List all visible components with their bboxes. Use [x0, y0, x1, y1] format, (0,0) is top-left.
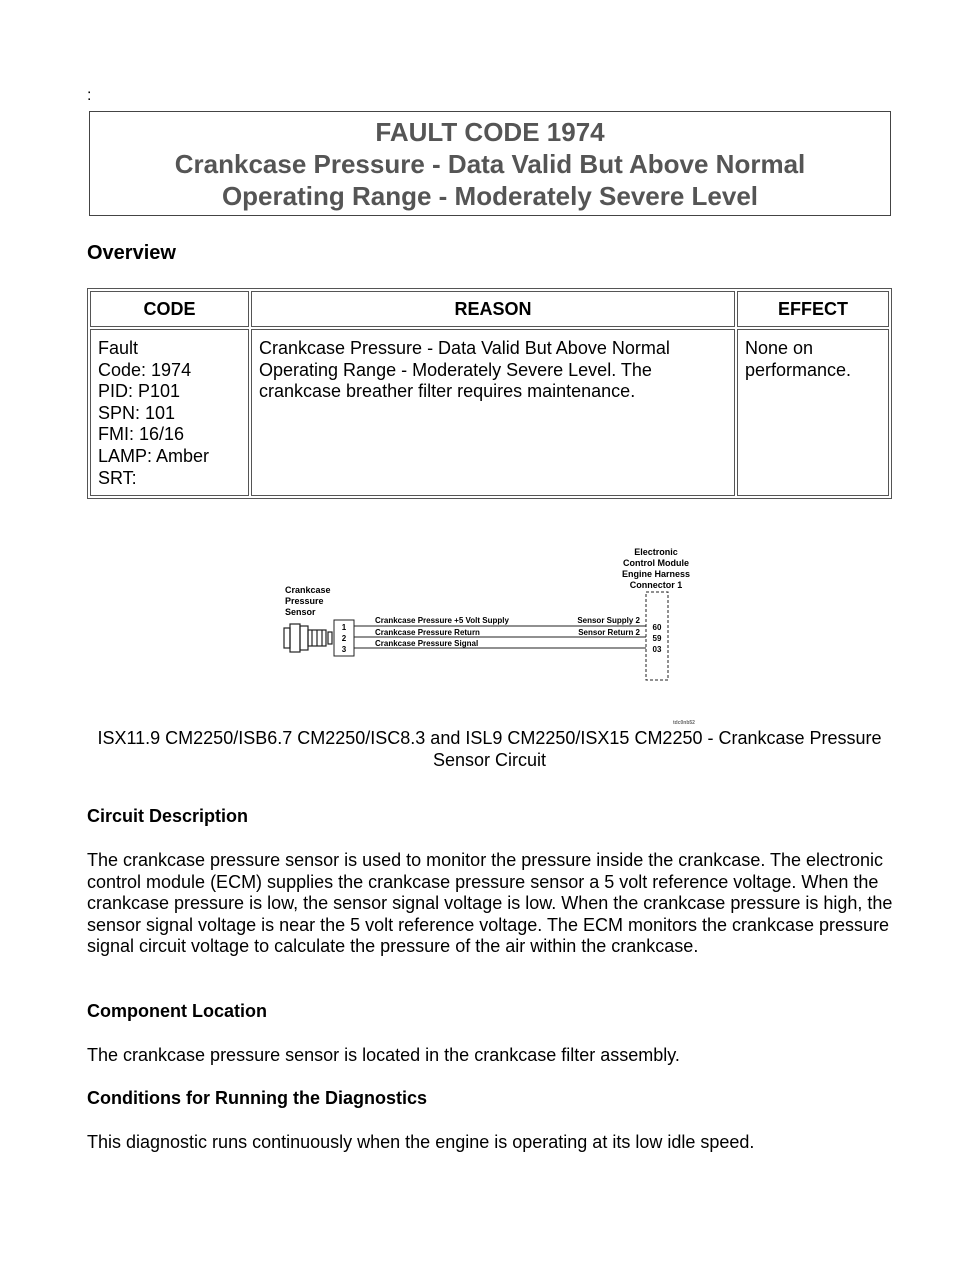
overview-table — [87, 288, 892, 499]
ecm-label-1: Electronic — [634, 547, 678, 557]
sensor-label-2: Pressure — [285, 596, 324, 606]
header-reason: REASON — [251, 291, 735, 327]
header-code: CODE — [90, 291, 249, 327]
conditions-text: This diagnostic runs continuously when the engine is operating at its low idle speed. — [87, 1132, 755, 1152]
page-marker: : — [87, 87, 92, 104]
pin-3-label: 3 — [341, 645, 347, 654]
figure-id: tdc0nb52 — [673, 720, 695, 726]
ecm-label-4: Connector 1 — [629, 580, 683, 590]
fault-code-title: FAULT CODE 1974 — [375, 117, 605, 147]
ecm-wire-1-name: Sensor Supply 2 — [577, 616, 640, 625]
table-row — [90, 329, 889, 496]
table-header-row — [90, 291, 889, 327]
sensor-label-1: Crankcase — [285, 585, 331, 595]
overview-heading: Overview — [87, 242, 176, 264]
header-effect: EFFECT — [737, 291, 889, 327]
ecm-wire-2-name: Sensor Return 2 — [578, 628, 640, 637]
effect-cell: None on performance. — [737, 329, 889, 496]
fault-description-line1: Crankcase Pressure - Data Valid But Above Normal — [174, 149, 806, 179]
fault-title-box — [89, 111, 891, 216]
circuit-description-text: The crankcase pressure sensor is used to monitor the pressure inside the crankcase. The electronic control module (ECM) supplies the crankcase pressure sensor a 5 volt reference voltage. When the crankcase pressure is low, the sensor signal voltage is low. When the crankcase pressure is high, the sensor signal voltage is near the 5 volt reference voltage. The ECM monitors the crankcase pressure signal circuit voltage to calculate the pressure of the air within the crankcase. — [87, 850, 893, 957]
figure-caption: ISX11.9 CM2250/ISB6.7 CM2250/ISC8.3 and ISL9 CM2250/ISX15 CM2250 - Crankcase Pressure Sensor Circuit — [97, 728, 882, 770]
code-cell: Fault Code: 1974 PID: P101 SPN: 101 FMI: 16/16 LAMP: Amber SRT: — [90, 329, 249, 496]
ecm-label-3: Engine Harness — [621, 569, 691, 579]
reason-cell: Crankcase Pressure - Data Valid But Above Normal Operating Range - Moderately Severe Level. The crankcase breather filter requires maintenance. — [251, 329, 735, 496]
circuit-diagram — [270, 540, 710, 730]
ecm-pin-60: 60 — [652, 623, 662, 632]
ecm-pin-03: 03 — [652, 645, 662, 654]
pin-1-label: 1 — [341, 623, 347, 632]
fault-description-line2: Operating Range - Moderately Severe Level — [221, 181, 759, 211]
conditions-heading: Conditions for Running the Diagnostics — [87, 1088, 427, 1108]
component-location-text: The crankcase pressure sensor is located in the crankcase filter assembly. — [87, 1045, 680, 1065]
circuit-description-heading: Circuit Description — [87, 806, 249, 826]
ecm-pin-59: 59 — [652, 634, 662, 643]
pressure-sensor-icon — [284, 624, 332, 652]
pin-2-label: 2 — [341, 634, 347, 643]
ecm-label-2: Control Module — [623, 558, 689, 568]
component-location-heading: Component Location — [87, 1001, 267, 1021]
wire-3-name: Crankcase Pressure Signal — [375, 639, 479, 648]
wire-2-name: Crankcase Pressure Return — [375, 628, 480, 637]
wire-1-name: Crankcase Pressure +5 Volt Supply — [375, 616, 509, 625]
sensor-label-3: Sensor — [285, 607, 316, 617]
